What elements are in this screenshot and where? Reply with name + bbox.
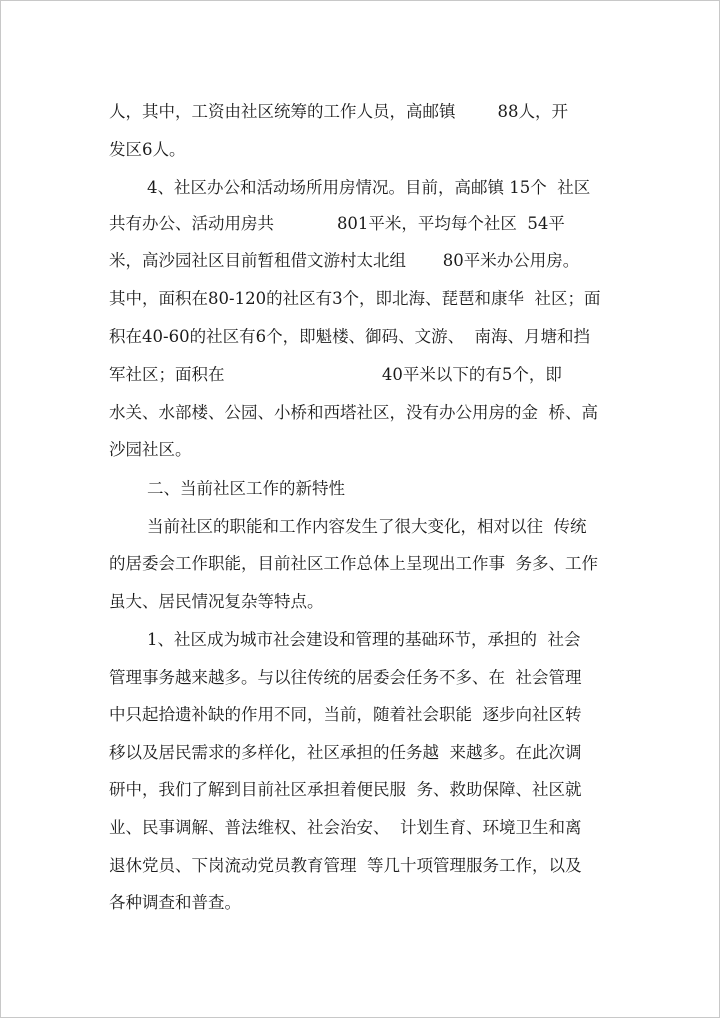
text-line: 其中，面积在80-120的社区有3个，即北海、琵琶和康华 社区；面: [109, 289, 601, 308]
text-line: 发区6人。: [109, 140, 186, 159]
section-heading: 二、当前社区工作的新特性: [147, 479, 345, 498]
text-line: 水关、水部楼、公园、小桥和西塔社区，没有办公用房的金 桥、高: [109, 403, 598, 422]
text-line: 移以及居民需求的多样化，社区承担的任务越 来越多。在此次调: [109, 743, 582, 762]
text-line: 研中，我们了解到目前社区承担着便民服 务、救助保障、社区就: [109, 780, 582, 799]
text-line: 退休党员、下岗流动党员教育管理 等几十项管理服务工作，以及: [109, 856, 582, 875]
text-line: 中只起拾遗补缺的作用不同，当前，随着社会职能 逐步向社区转: [109, 705, 582, 724]
text-line: 沙园社区。: [109, 440, 192, 459]
text-line: 业、民事调解、普法维权、社会治安、 计划生育、环境卫生和离: [109, 818, 582, 837]
text-line: 共有办公、活动用房共 801平米，平均每个社区 54平: [109, 214, 565, 233]
text-line: 4、社区办公和活动场所用房情况。目前，高邮镇 15个 社区: [147, 178, 591, 197]
text-line: 管理事务越来越多。与以往传统的居委会任务不多、在 社会管理: [109, 668, 582, 687]
text-line: 人，其中，工资由社区统筹的工作人员，高邮镇 88人，开: [109, 102, 568, 121]
text-line: 虽大、居民情况复杂等特点。: [109, 592, 324, 611]
text-line: 各种调查和普查。: [109, 893, 241, 912]
text-line: 积在40-60的社区有6个，即魁楼、御码、文游、 南海、月塘和挡: [109, 327, 591, 346]
text-line: 米，高沙园社区目前暂租借文游村太北组 80平米办公用房。: [109, 251, 580, 270]
text-line: 1、社区成为城市社会建设和管理的基础环节，承担的 社会: [147, 630, 581, 649]
text-line: 当前社区的职能和工作内容发生了很大变化，相对以往 传统: [147, 517, 587, 536]
text-line: 的居委会工作职能，目前社区工作总体上呈现出工作事 务多、工作: [109, 554, 598, 573]
text-line: 军社区；面积在 40平米以下的有5个，即: [109, 365, 562, 384]
